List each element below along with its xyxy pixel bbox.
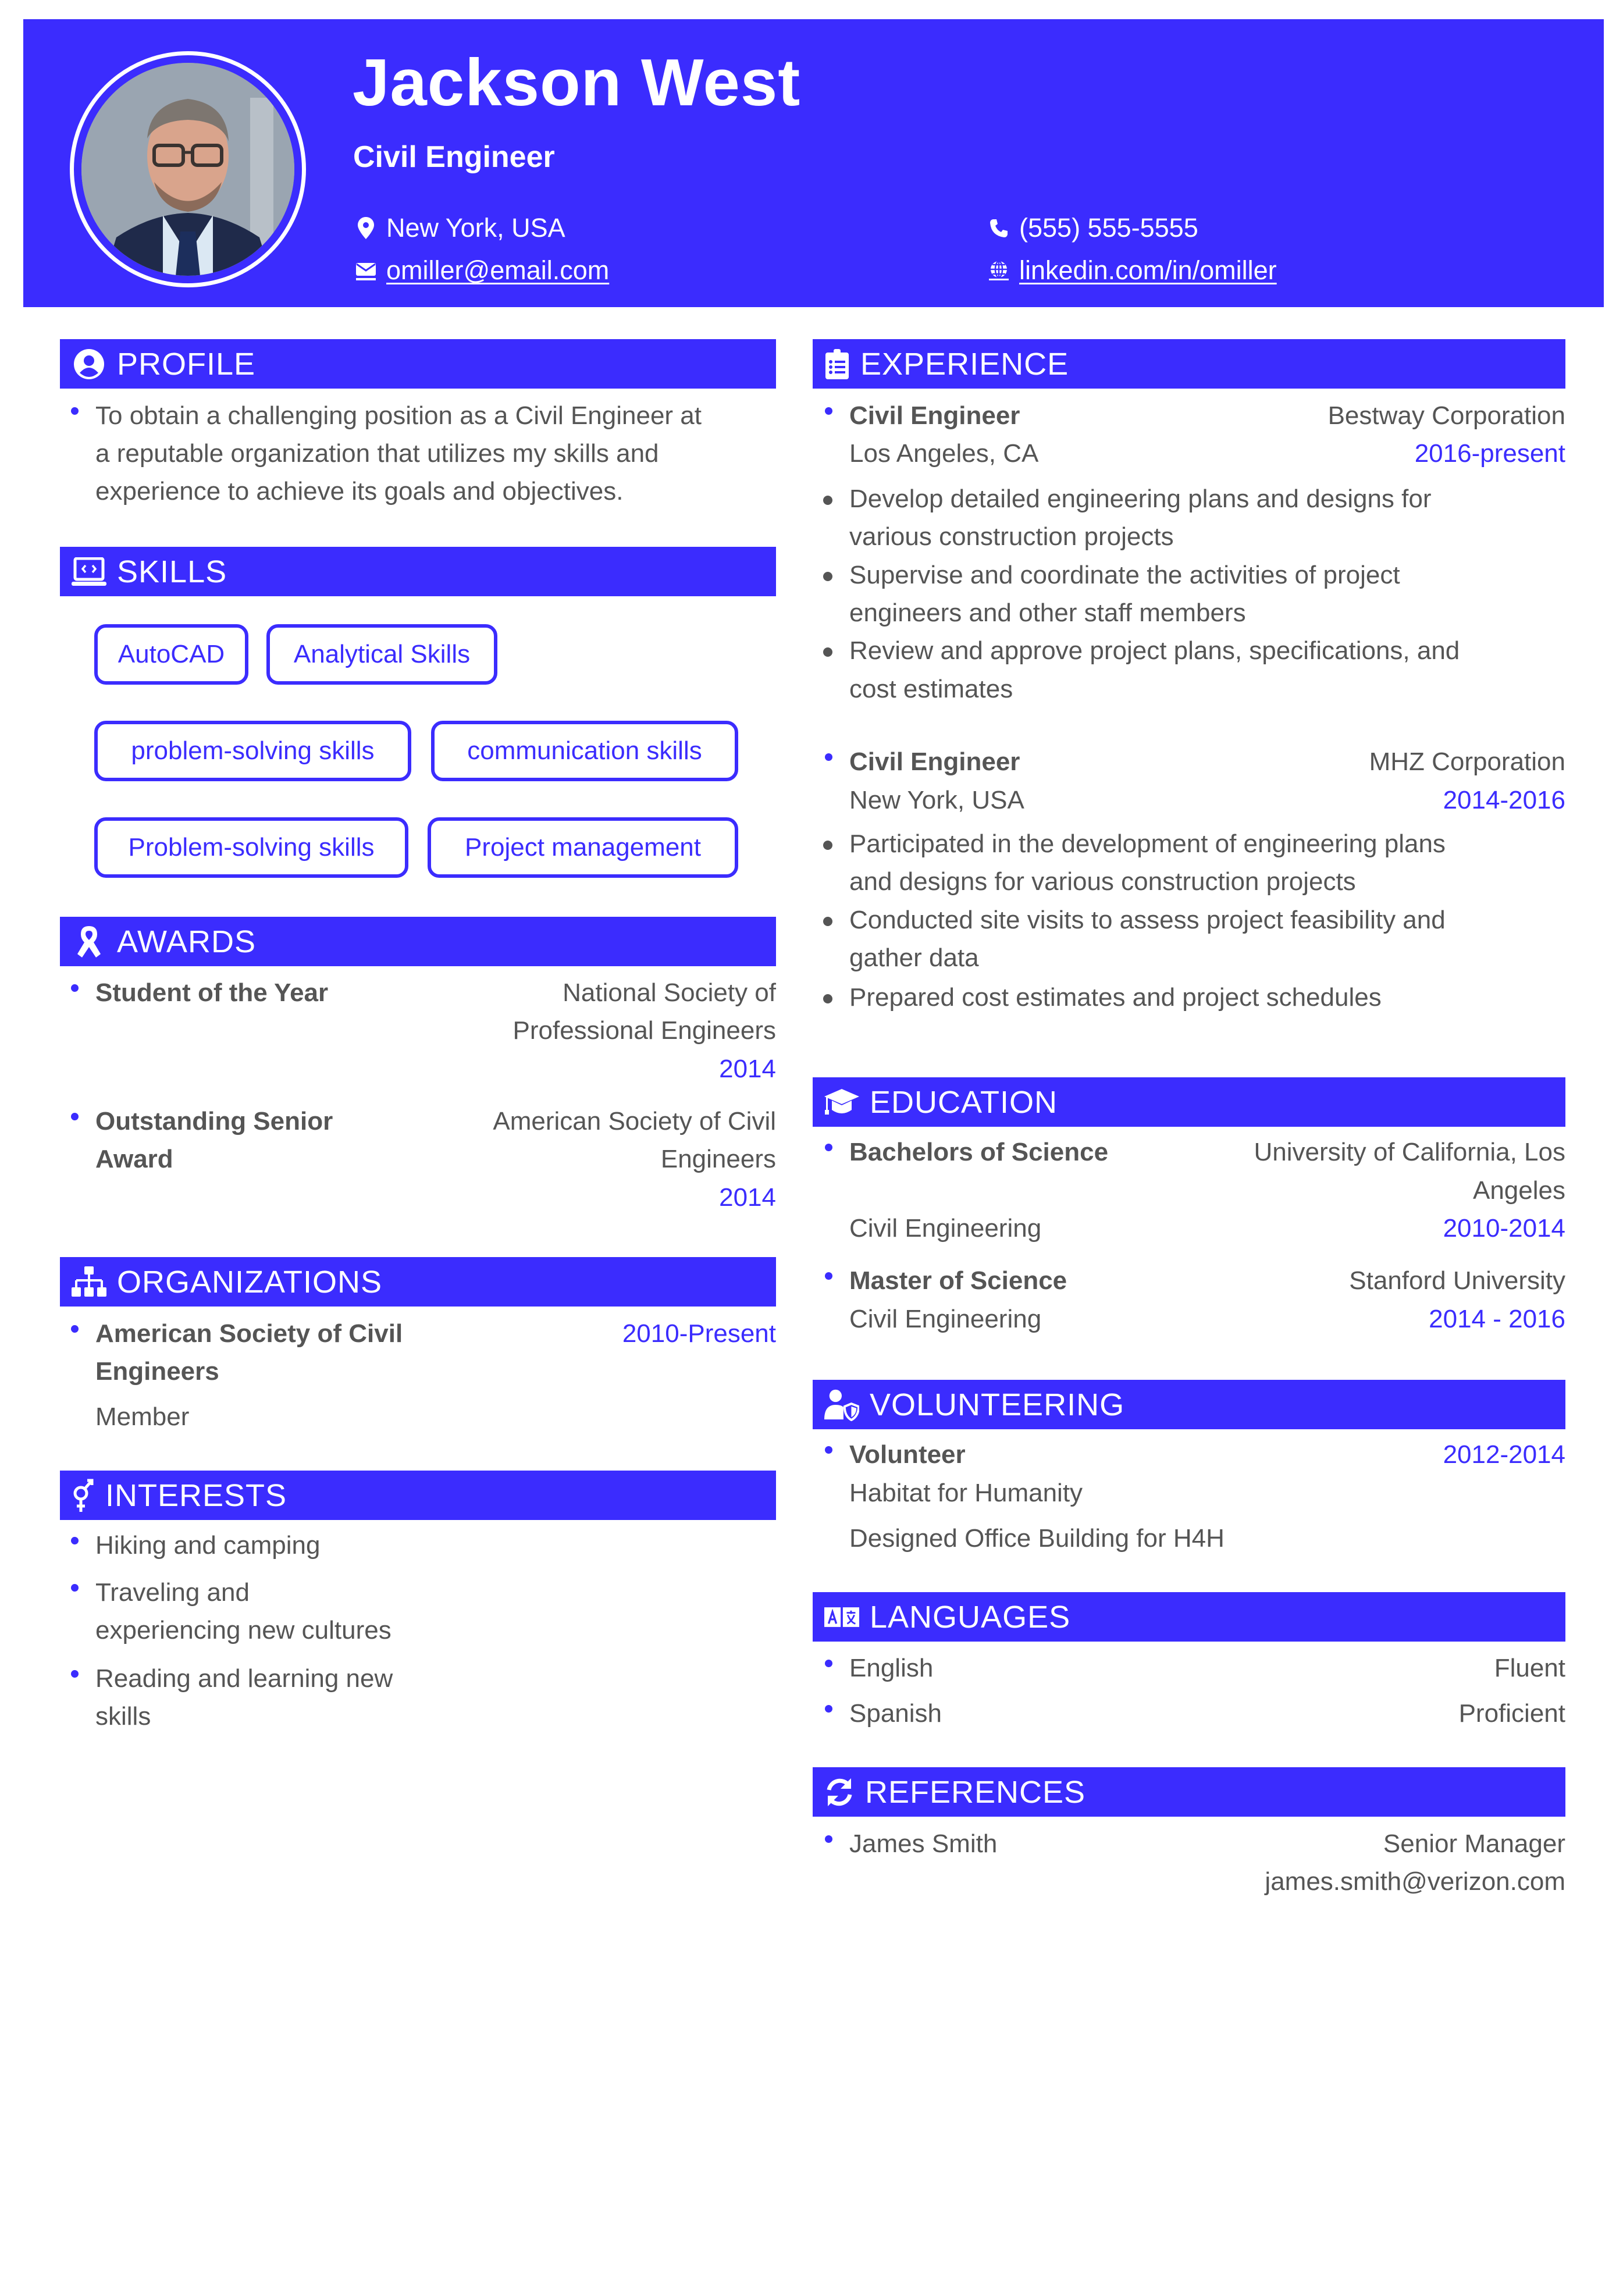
education-period: 2014 - 2016 <box>1429 1305 1565 1333</box>
contact-linkedin[interactable] <box>989 254 1277 287</box>
award-org: American Society of Civil <box>493 1107 776 1135</box>
award-org: National Society of <box>563 978 776 1007</box>
reference-name: James Smith <box>849 1829 998 1858</box>
organization-role: Member <box>95 1402 190 1431</box>
job-bullet: cost estimates <box>849 675 1013 703</box>
contact-phone <box>989 212 1198 244</box>
volunteer-period: 2012-2014 <box>1443 1440 1565 1469</box>
section-header-experience <box>813 339 1565 389</box>
school: University of California, Los <box>1254 1138 1565 1166</box>
bullet-dot <box>71 1113 79 1120</box>
bullet-dot <box>71 984 79 992</box>
degree: Bachelors of Science <box>849 1138 1109 1166</box>
volunteer-description: Designed Office Building for H4H <box>849 1524 1225 1553</box>
job-title: Civil Engineer <box>849 747 1020 776</box>
candidate-name: Jackson West <box>353 46 801 120</box>
skill-tag: Analytical Skills <box>266 624 497 685</box>
section-title: EDUCATION <box>870 1084 1058 1120</box>
language-name: English <box>849 1654 934 1682</box>
section-title: ORGANIZATIONS <box>117 1264 383 1300</box>
gender-symbol-icon <box>72 1478 95 1513</box>
interest-item: Hiking and camping <box>95 1531 321 1560</box>
job-bullet: engineers and other staff members <box>849 599 1246 627</box>
bullet-dot <box>825 1660 832 1667</box>
award-title: Outstanding Senior <box>95 1107 333 1135</box>
section-title: PROFILE <box>117 346 256 382</box>
language-level: Proficient <box>1458 1699 1565 1728</box>
section-title: AWARDS <box>117 924 257 959</box>
bullet-dot <box>71 1670 79 1678</box>
award-title: Award <box>95 1145 173 1173</box>
section-title: INTERESTS <box>105 1478 287 1513</box>
organization-name: Engineers <box>95 1357 219 1386</box>
section-header-references <box>813 1767 1565 1817</box>
job-bullet: gather data <box>849 944 979 972</box>
education-period: 2010-2014 <box>1443 1214 1565 1243</box>
award-org: Engineers <box>660 1145 776 1173</box>
user-shield-icon <box>824 1387 859 1422</box>
job-period: 2014-2016 <box>1443 786 1565 814</box>
job-company: Bestway Corporation <box>1327 401 1565 430</box>
profile-line: experience to achieve its goals and objectives. <box>95 477 624 506</box>
job-location: New York, USA <box>849 786 1024 814</box>
bullet-dot <box>825 753 832 761</box>
laptop-code-icon <box>72 554 106 589</box>
clipboard-list-icon <box>824 347 850 382</box>
bullet-dot <box>823 917 832 926</box>
section-header-education <box>813 1077 1565 1127</box>
sync-icon <box>824 1775 855 1810</box>
skill-tag: problem-solving skills <box>94 721 411 781</box>
map-pin-icon <box>356 216 376 240</box>
job-bullet: Develop detailed engineering plans and designs for <box>849 485 1432 513</box>
bullet-dot <box>71 1537 79 1544</box>
phone-text: (555) 555-5555 <box>1019 213 1198 243</box>
bullet-dot <box>823 647 832 657</box>
reference-position: Senior Manager <box>1383 1829 1565 1858</box>
award-title: Student of the Year <box>95 978 329 1007</box>
language-level: Fluent <box>1494 1654 1565 1682</box>
job-company: MHZ Corporation <box>1369 747 1565 776</box>
award-year: 2014 <box>719 1183 776 1212</box>
section-header-skills <box>60 547 776 596</box>
bullet-dot <box>71 1584 79 1592</box>
skill-tag: communication skills <box>431 721 738 781</box>
bullet-dot <box>823 994 832 1003</box>
bullet-dot <box>823 572 832 581</box>
job-bullet: Supervise and coordinate the activities of project <box>849 561 1400 589</box>
bullet-dot <box>825 407 832 415</box>
bullet-dot <box>71 407 79 415</box>
sitemap-icon <box>72 1265 106 1300</box>
job-bullet: and designs for various construction projects <box>849 867 1356 896</box>
job-bullet: Conducted site visits to assess project feasibility and <box>849 906 1446 934</box>
interest-item: Reading and learning new <box>95 1664 393 1693</box>
bullet-dot <box>825 1446 832 1454</box>
interest-item: skills <box>95 1702 151 1731</box>
skill-tag: Project management <box>428 817 738 878</box>
section-header-volunteering <box>813 1380 1565 1429</box>
location-text: New York, USA <box>386 213 565 243</box>
email-link[interactable]: omiller@email.com <box>386 255 610 285</box>
section-header-profile <box>60 339 776 389</box>
bullet-dot <box>825 1272 832 1280</box>
candidate-title: Civil Engineer <box>353 140 555 174</box>
job-bullet: Participated in the development of engineering plans <box>849 830 1446 858</box>
portrait-photo-icon <box>81 63 294 276</box>
job-title: Civil Engineer <box>849 401 1020 430</box>
job-bullet: Review and approve project plans, specifications, and <box>849 636 1460 665</box>
contact-location <box>356 212 565 244</box>
award-year: 2014 <box>719 1055 776 1083</box>
section-header-interests <box>60 1471 776 1520</box>
section-header-languages <box>813 1592 1565 1642</box>
award-org: Professional Engineers <box>512 1016 776 1045</box>
bullet-dot <box>825 1705 832 1713</box>
envelope-icon <box>356 259 376 282</box>
degree: Master of Science <box>849 1266 1067 1295</box>
skill-tag: AutoCAD <box>94 624 248 685</box>
volunteer-role: Volunteer <box>849 1440 966 1469</box>
section-title: EXPERIENCE <box>860 346 1069 382</box>
linkedin-link[interactable]: linkedin.com/in/omiller <box>1019 255 1277 285</box>
school: Stanford University <box>1349 1266 1565 1295</box>
section-title: LANGUAGES <box>870 1599 1071 1635</box>
avatar <box>81 63 294 276</box>
bullet-dot <box>823 496 832 505</box>
graduation-cap-icon <box>824 1085 859 1120</box>
job-period: 2016-present <box>1414 439 1565 468</box>
interest-item: experiencing new cultures <box>95 1616 391 1644</box>
section-title: VOLUNTEERING <box>870 1387 1125 1422</box>
reference-email[interactable]: james.smith@verizon.com <box>1265 1867 1565 1896</box>
bullet-dot <box>825 1835 832 1843</box>
field-of-study: Civil Engineering <box>849 1305 1042 1333</box>
bullet-dot <box>823 841 832 850</box>
organization-period: 2010-Present <box>622 1319 776 1348</box>
user-circle-icon <box>72 347 106 382</box>
profile-line: a reputable organization that utilizes my skills and <box>95 439 659 468</box>
section-header-organizations <box>60 1257 776 1307</box>
skill-tag: Problem-solving skills <box>94 817 408 878</box>
volunteer-org: Habitat for Humanity <box>849 1479 1083 1507</box>
profile-line: To obtain a challenging position as a Civil Engineer at <box>95 401 702 430</box>
language-icon <box>824 1600 859 1635</box>
field-of-study: Civil Engineering <box>849 1214 1042 1243</box>
contact-email[interactable] <box>356 254 609 287</box>
section-header-awards <box>60 917 776 966</box>
bullet-dot <box>71 1325 79 1333</box>
job-bullet: Prepared cost estimates and project schedules <box>849 983 1382 1012</box>
bullet-dot <box>825 1144 832 1151</box>
school: Angeles <box>1472 1176 1565 1205</box>
interest-item: Traveling and <box>95 1578 250 1607</box>
language-name: Spanish <box>849 1699 942 1728</box>
section-title: SKILLS <box>117 554 227 589</box>
job-bullet: various construction projects <box>849 522 1174 551</box>
phone-icon <box>989 216 1009 240</box>
job-location: Los Angeles, CA <box>849 439 1039 468</box>
globe-icon <box>989 259 1009 282</box>
ribbon-icon <box>72 924 106 959</box>
section-title: REFERENCES <box>865 1774 1086 1810</box>
organization-name: American Society of Civil <box>95 1319 403 1348</box>
